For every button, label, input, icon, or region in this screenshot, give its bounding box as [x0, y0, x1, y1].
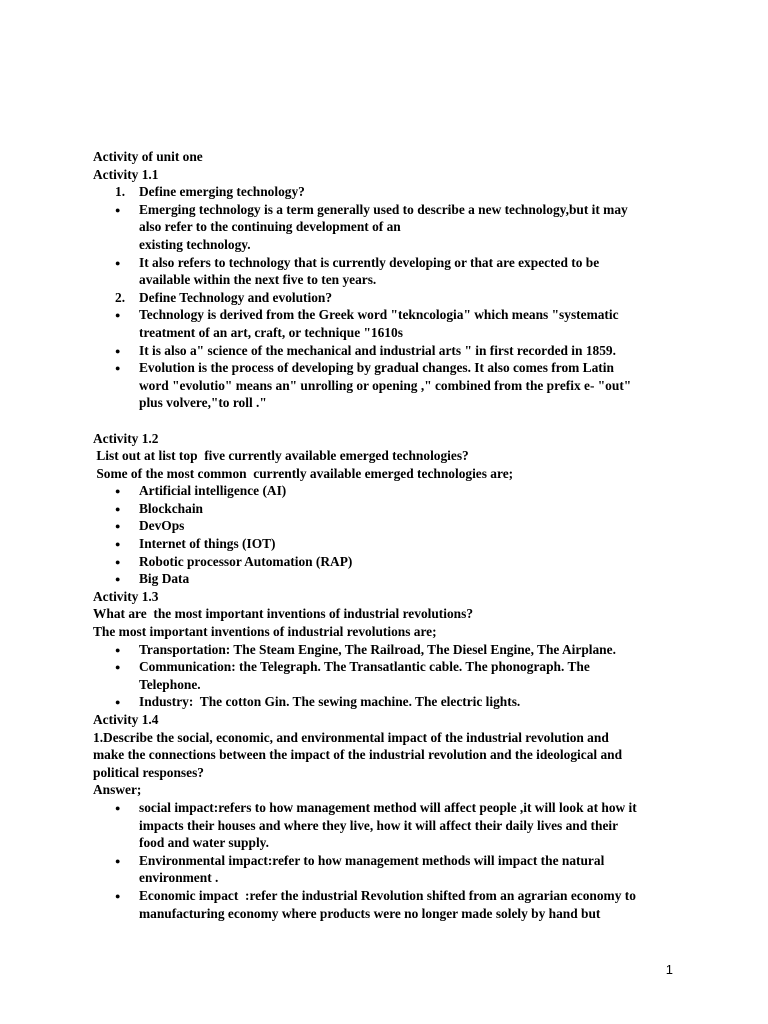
bullet-item	[93, 799, 673, 852]
bullet-item	[93, 306, 673, 341]
bullet-line: also refer to the continuing development of an	[139, 219, 401, 235]
bullet-icon: ●	[115, 855, 121, 866]
bullet-line: plus volvere,"to roll ."	[139, 395, 267, 411]
bullet-icon: ●	[115, 257, 121, 268]
bullet-item	[93, 482, 673, 500]
bullet-icon: ●	[115, 644, 121, 655]
bullet-icon: ●	[115, 521, 121, 532]
bullet-item	[93, 693, 673, 711]
bullet-item	[93, 852, 673, 887]
bullet-item	[93, 535, 673, 553]
activity-1-4-question-line: 1.Describe the social, economic, and environmental impact of the industrial revolution and	[93, 729, 609, 745]
numbered-item	[93, 183, 673, 201]
item-number: 2.	[115, 289, 126, 305]
bullet-line: Emerging technology is a term generally used to describe a new technology,but it may	[139, 201, 628, 217]
bullet-icon: ●	[115, 574, 121, 585]
bullet-icon: ●	[115, 556, 121, 567]
activity-1-2-question: List out at list top five currently available emerged technologies?	[93, 448, 469, 464]
bullet-line: Transportation: The Steam Engine, The Railroad, The Diesel Engine, The Airplane.	[139, 641, 616, 657]
bullet-icon: ●	[115, 802, 121, 813]
bullet-line: Industry: The cotton Gin. The sewing machine. The electric lights.	[139, 694, 521, 710]
bullet-line: Big Data	[139, 571, 190, 587]
blank-line	[93, 412, 673, 430]
bullet-line: manufacturing economy where products were no longer made solely by hand but	[139, 905, 601, 921]
bullet-item	[93, 570, 673, 588]
bullet-icon: ●	[115, 310, 121, 321]
bullet-icon: ●	[115, 486, 121, 497]
bullet-line: Environmental impact:refer to how management methods will impact the natural	[139, 852, 605, 868]
bullet-line: existing technology.	[139, 236, 251, 252]
bullet-icon: ●	[115, 363, 121, 374]
activity-1-2-title: Activity 1.2	[93, 430, 159, 446]
bullet-line: environment .	[139, 870, 219, 886]
item-text: Define Technology and evolution?	[139, 289, 333, 305]
activity-1-3-title: Activity 1.3	[93, 588, 159, 604]
numbered-item	[93, 289, 673, 307]
bullet-item	[93, 517, 673, 535]
bullet-line: impacts their houses and where they live, how it will affect their daily lives and their	[139, 817, 619, 833]
bullet-icon: ●	[115, 697, 121, 708]
document-body	[93, 148, 673, 922]
activity-1-4-title: Activity 1.4	[93, 712, 159, 727]
bullet-line: Evolution is the process of developing by gradual changes. It also comes from Latin	[139, 360, 614, 376]
bullet-line: food and water supply.	[139, 835, 269, 851]
bullet-item	[93, 887, 673, 922]
bullet-line: Technology is derived from the Greek word "tekncologia" which means "systematic	[139, 307, 619, 323]
bullet-item	[93, 359, 673, 412]
bullet-item	[93, 641, 673, 659]
bullet-icon: ●	[115, 345, 121, 356]
activity-1-3-question: What are the most important inventions of industrial revolutions?	[93, 606, 474, 622]
bullet-line: word "evolutio" means an" unrolling or opening ," combined from the prefix e- "out"	[139, 377, 632, 393]
activity-1-4-question-line: political responses?	[93, 764, 204, 780]
bullet-line: available within the next five to ten years.	[139, 272, 377, 288]
bullet-line: Economic impact :refer the industrial Revolution shifted from an agrarian economy to	[139, 887, 636, 903]
activity-1-3-intro: The most important inventions of industrial revolutions are;	[93, 624, 437, 640]
bullet-icon: ●	[115, 539, 121, 550]
bullet-line: It is also a" science of the mechanical and industrial arts " in first recorded in 1859.	[139, 342, 616, 358]
bullet-line: It also refers to technology that is currently developing or that are expected to be	[139, 254, 600, 270]
page-number: 1	[665, 962, 673, 977]
bullet-icon: ●	[115, 204, 121, 215]
item-number: 1.	[115, 184, 126, 200]
activity-1-2-intro: Some of the most common currently available emerged technologies are;	[93, 465, 514, 481]
bullet-item	[93, 342, 673, 360]
bullet-item	[93, 500, 673, 518]
bullet-line: Robotic processor Automation (RAP)	[139, 553, 353, 569]
bullet-line: Blockchain	[139, 500, 203, 516]
bullet-line: social impact:refers to how management method will affect people ,it will look at how it	[139, 799, 637, 815]
bullet-line: treatment of an art, craft, or technique "1610s	[139, 324, 403, 340]
bullet-icon: ●	[115, 662, 121, 673]
bullet-line: DevOps	[139, 518, 185, 534]
activity-1-4-question-line: make the connections between the impact of the industrial revolution and the ideological and	[93, 747, 623, 763]
activity-1-1-title: Activity 1.1	[93, 166, 159, 182]
bullet-item	[93, 201, 673, 254]
bullet-icon: ●	[115, 890, 121, 901]
bullet-line: Communication: the Telegraph. The Transatlantic cable. The phonograph. The	[139, 659, 590, 675]
bullet-line: Internet of things (IOT)	[139, 536, 276, 552]
item-text: Define emerging technology?	[139, 184, 305, 200]
bullet-line: Artificial intelligence (AI)	[139, 483, 287, 499]
bullet-item	[93, 553, 673, 571]
bullet-item	[93, 254, 673, 289]
answer-label: Answer;	[93, 782, 142, 798]
document-heading: Activity of unit one	[93, 149, 203, 164]
bullet-line: Telephone.	[139, 676, 201, 692]
bullet-item	[93, 658, 673, 693]
bullet-icon: ●	[115, 503, 121, 514]
